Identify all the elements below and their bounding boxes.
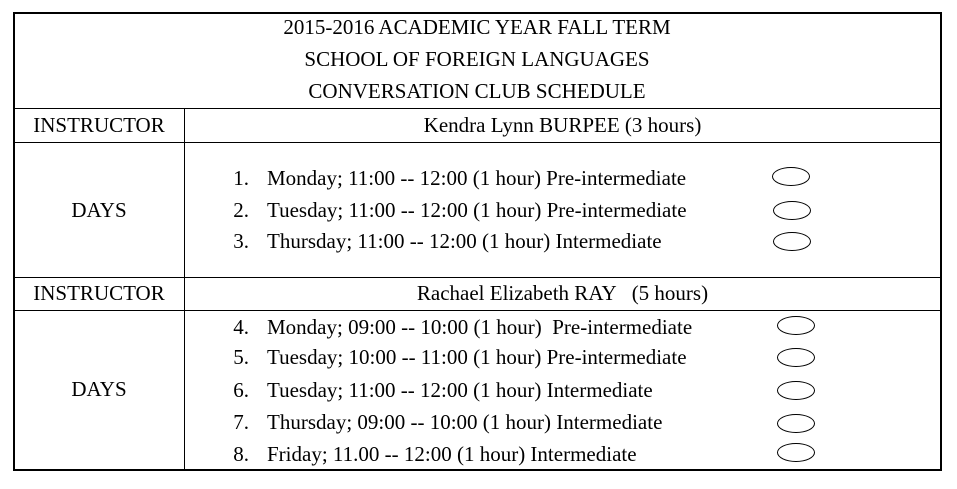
title-line-2: SCHOOL OF FOREIGN LANGUAGES <box>304 47 650 71</box>
title-line-1: 2015-2016 ACADEMIC YEAR FALL TERM <box>283 15 671 39</box>
instructor-name-2: Rachael Elizabeth RAY (5 hours) <box>416 281 709 305</box>
item-number: 5. <box>233 345 249 369</box>
item-text: Tuesday; 10:00 -- 11:00 (1 hour) Pre-intermediate <box>267 345 687 369</box>
days-label-1: DAYS <box>71 198 127 222</box>
item-number: 4. <box>233 315 249 339</box>
selection-oval[interactable] <box>773 201 811 220</box>
item-text: Monday; 09:00 -- 10:00 (1 hour) Pre-intermediate <box>267 315 693 339</box>
selection-oval[interactable] <box>777 316 815 335</box>
days-label-2: DAYS <box>71 377 127 401</box>
selection-oval[interactable] <box>777 348 815 367</box>
instructor-label-1: INSTRUCTOR <box>33 113 165 137</box>
row-divider-4 <box>13 310 941 311</box>
item-text: Tuesday; 11:00 -- 12:00 (1 hour) Pre-intermediate <box>267 198 687 222</box>
item-number: 8. <box>233 442 249 466</box>
table-border-top <box>13 12 941 14</box>
item-text: Tuesday; 11:00 -- 12:00 (1 hour) Intermediate <box>267 378 653 402</box>
item-number: 1. <box>233 166 249 190</box>
item-text: Friday; 11.00 -- 12:00 (1 hour) Intermediate <box>267 442 637 466</box>
item-number: 6. <box>233 378 249 402</box>
title-line-3: CONVERSATION CLUB SCHEDULE <box>308 79 646 103</box>
selection-oval[interactable] <box>777 443 815 462</box>
item-number: 7. <box>233 410 249 434</box>
table-border-bottom <box>13 469 941 471</box>
row-divider-1 <box>13 108 941 109</box>
item-text: Thursday; 09:00 -- 10:00 (1 hour) Intermediate <box>267 410 663 434</box>
item-number: 3. <box>233 229 249 253</box>
item-number: 2. <box>233 198 249 222</box>
row-divider-3 <box>13 277 941 278</box>
selection-oval[interactable] <box>777 414 815 433</box>
table-border-right <box>940 12 942 471</box>
item-text: Thursday; 11:00 -- 12:00 (1 hour) Intermediate <box>267 229 662 253</box>
instructor-label-2: INSTRUCTOR <box>33 281 165 305</box>
row-divider-2 <box>13 142 941 143</box>
instructor-name-1: Kendra Lynn BURPEE (3 hours) <box>423 113 702 137</box>
selection-oval[interactable] <box>773 232 811 251</box>
selection-oval[interactable] <box>772 167 810 186</box>
item-text: Monday; 11:00 -- 12:00 (1 hour) Pre-intermediate <box>267 166 687 190</box>
selection-oval[interactable] <box>777 381 815 400</box>
